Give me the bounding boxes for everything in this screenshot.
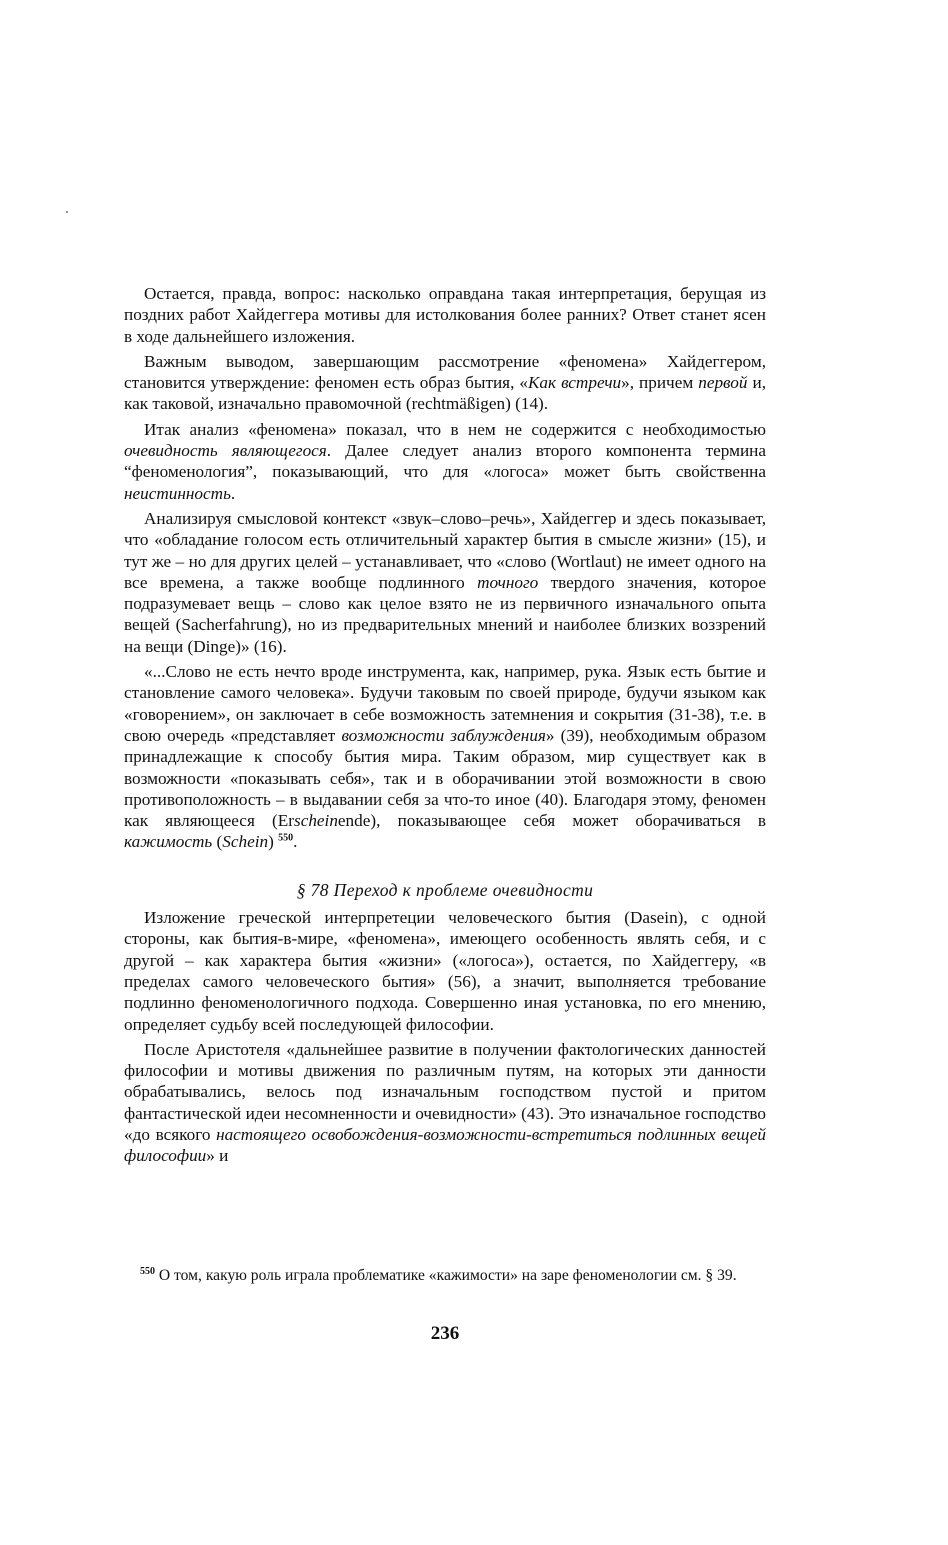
text-run: Итак анализ «феномена» показал, что в нем не содержится с необходимостью bbox=[144, 419, 766, 439]
text-run: Изложение греческой интерпретеции человеческого бытия (Dasein), с одной стороны, как бытия-в-мире, «феномена», имеющего особенность являть себя, и с другой – как характера бытия «жизни» («логоса»), остается, по Хайдеггеру, «в пределах самого человеческого бытия» (56), а значит, выполняется требование подлинно феноменологичного подхода. Совершенно иная установка, по его мнению, определяет судьбу всей последующей философии. bbox=[124, 908, 766, 1034]
text-run: О том, какую роль играла проблематике «кажимости» на заре феноменологии см. § 39. bbox=[155, 1267, 737, 1284]
italic-text: кажимость bbox=[124, 832, 213, 852]
page-number: 236 bbox=[430, 1323, 460, 1344]
scan-speck bbox=[66, 211, 68, 213]
text-run: Важным выводом, завершающим рассмотрение «феномена» Хайдеггером, становится утверждение: феномен есть образ бытия, « bbox=[124, 351, 766, 393]
footnote-text bbox=[124, 1266, 766, 1286]
paragraph bbox=[124, 661, 766, 853]
paragraph bbox=[124, 419, 766, 504]
italic-text: возможности заблуждения bbox=[341, 725, 546, 745]
italic-text: первой bbox=[698, 373, 748, 393]
paragraph bbox=[124, 508, 766, 657]
text-run: твердого значения, которое подразумевает вещь – слово как целое взято не из первичного изначального опыта вещей (Sacherfahrung), но из предварительных мнений и наиболее близких воззрений на вещи (Dinge)» (16). bbox=[124, 572, 766, 656]
text-run: После Аристотеля «дальнейшее развитие в получении фактологических данностей философии и мотивы движения по различным путям, на которых эти данности обрабатывались, велось под изначальным господством пустой и притом фантастической идеи несомненности и очевидности» (43). Это изначальное господство «до всякого bbox=[124, 1039, 766, 1144]
paragraph bbox=[124, 907, 766, 1035]
footnote-ref: 550 bbox=[140, 1265, 155, 1277]
paragraph bbox=[124, 351, 766, 415]
italic-text: очевидность являющегося bbox=[124, 441, 327, 461]
italic-text: точного bbox=[477, 572, 539, 592]
text-run: », причем bbox=[621, 373, 699, 393]
footnote-ref: 550 bbox=[278, 832, 294, 844]
text-run: . bbox=[230, 483, 236, 503]
text-run: . Далее следует анализ второго компонента термина “феноменология”, показывающий, что для «логоса» может быть свойственна bbox=[124, 441, 766, 482]
body-text bbox=[124, 283, 766, 1171]
italic-text: Как встречи bbox=[528, 373, 622, 393]
text-run: ( bbox=[212, 832, 223, 852]
text-run: и, как таковой, изначально правомочной (rechtmäßigen) (14). bbox=[124, 373, 766, 414]
text-run: ende), показывающее себя может оборачиваться в bbox=[337, 811, 766, 831]
text-run: » и bbox=[206, 1146, 229, 1166]
italic-text: schein bbox=[294, 811, 338, 831]
text-run: » (39), необходимым образом принадлежащие к способу бытия мира. Таким образом, мир существует как в возможности «показывать себя», так и в оборачивании этой возможности в свою противоположность – в выдавании себя за что-то иное (40). Благодаря этому, феномен как являющееся (Er bbox=[124, 725, 766, 831]
italic-text: настоящего освобождения-возможности-встретиться подлинных вещей философии bbox=[124, 1124, 766, 1166]
paragraphs-after-heading bbox=[124, 907, 766, 1167]
italic-text: Schein bbox=[222, 832, 269, 852]
section-heading: § 78 Переход к проблеме очевидности bbox=[296, 879, 594, 900]
text-run: «...Слово не есть нечто вроде инструмента, как, например, рука. Язык есть бытие и становление самого человека». Будучи таковым по своей природе, будучи языком как «говорением», он заключает в себе возможность затемнения и сокрытия (31-38), т.е. в свою очередь «представляет bbox=[124, 662, 766, 745]
footnote bbox=[124, 1266, 766, 1286]
text-run: . bbox=[293, 832, 298, 852]
paragraph bbox=[124, 1039, 766, 1167]
paragraphs-before-heading bbox=[124, 283, 766, 853]
text-run: Остается, правда, вопрос: насколько оправдана такая интерпретация, берущая из поздних работ Хайдеггера мотивы для истолкования более ранних? Ответ станет ясен в ходе дальнейшего изложения. bbox=[124, 284, 766, 346]
text-run: Анализируя смысловой контекст «звук–слово–речь», Хайдеггер и здесь показывает, что «обладание голосом есть отличительный характер бытия в смысле жизни» (15), и тут же – но для других целей – устанавливает, что «слово (Wortlaut) не имеет одного на все времена, а также вообще подлинного bbox=[124, 508, 766, 592]
text-run: ) bbox=[268, 832, 279, 852]
italic-text: неистинность bbox=[124, 483, 231, 503]
paragraph bbox=[124, 283, 766, 347]
